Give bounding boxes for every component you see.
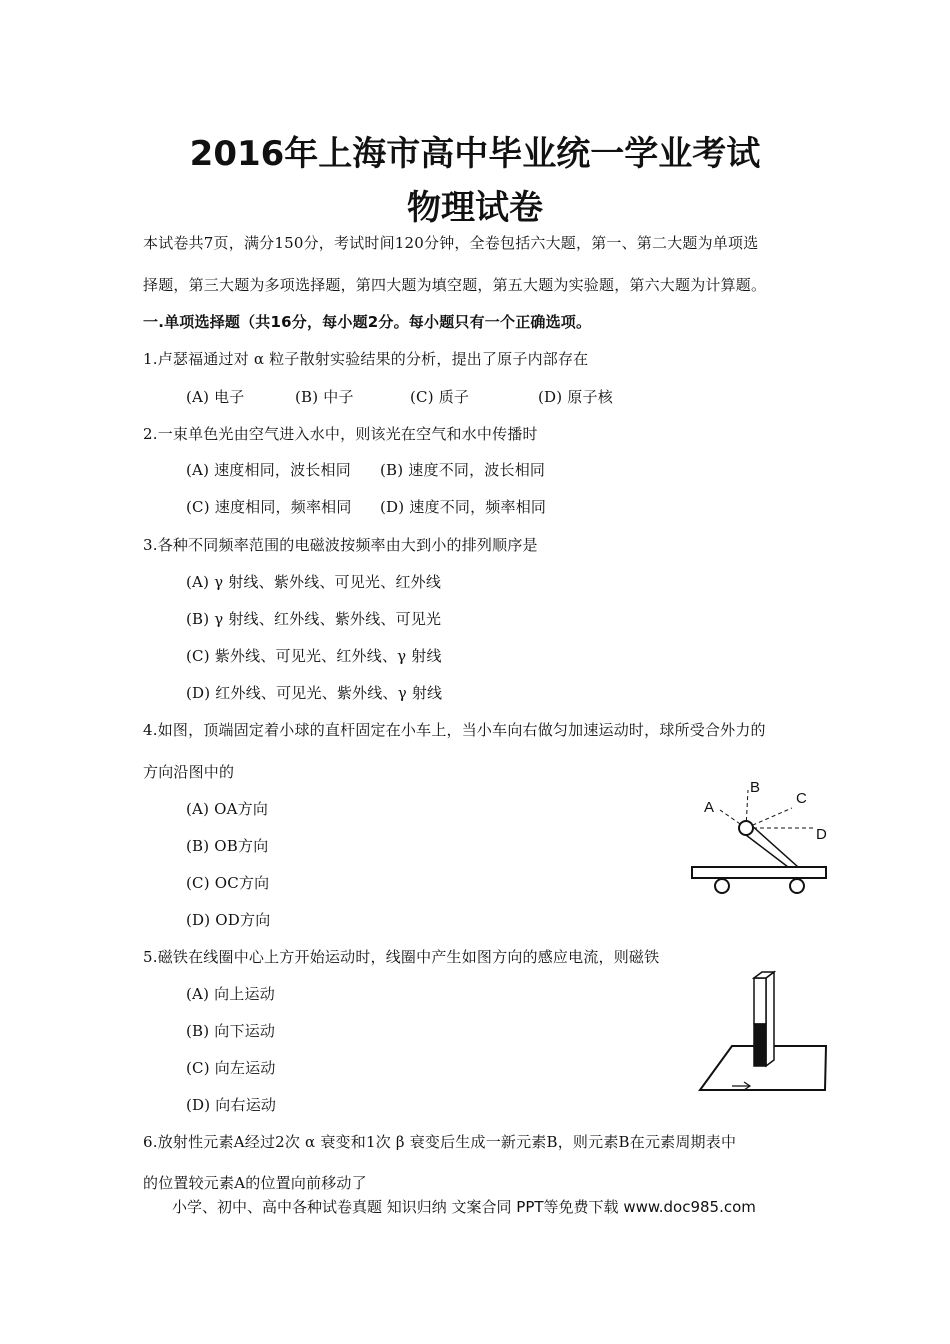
- exam-title: 2016年上海市高中毕业统一学业考试: [189, 134, 761, 174]
- q4-option-d: (D) OD方向: [186, 911, 271, 929]
- ball: [739, 821, 753, 835]
- label-b: B: [750, 779, 761, 796]
- label-c: C: [796, 790, 807, 807]
- footer-watermark: 小学、初中、高中各种试卷真题 知识归纳 文案合同 PPT等免费下载 www.doc985.com: [172, 1198, 756, 1216]
- q1-option-d: (D) 原子核: [538, 388, 613, 406]
- q3-option-c: (C) 紫外线、可见光、红外线、γ 射线: [186, 647, 442, 665]
- question-5-stem: 5.磁铁在线圈中心上方开始运动时，线圈中产生如图方向的感应电流，则磁铁: [143, 948, 660, 966]
- q5-option-a: (A) 向上运动: [186, 985, 275, 1003]
- cart-rod-figure: [680, 770, 840, 900]
- q2-option-c: (C) 速度相同，频率相同: [186, 498, 352, 516]
- label-d: D: [816, 826, 827, 843]
- question-3-stem: 3.各种不同频率范围的电磁波按频率由大到小的排列顺序是: [143, 536, 538, 554]
- q2-option-d: (D) 速度不同，频率相同: [380, 498, 547, 516]
- question-6-stem-line-1: 6.放射性元素A经过2次 α 衰变和1次 β 衰变后生成一新元素B，则元素B在元素周期表中: [143, 1133, 737, 1151]
- label-a: A: [704, 799, 715, 816]
- question-4-stem-line-1: 4.如图，顶端固定着小球的直杆固定在小车上，当小车向右做匀加速运动时，球所受合外力的: [143, 721, 766, 739]
- magnet-coil-figure: [690, 968, 835, 1096]
- q4-option-b: (B) OB方向: [186, 837, 269, 855]
- q1-option-a: (A) 电子: [186, 388, 245, 406]
- q3-option-d: (D) 红外线、可见光、紫外线、γ 射线: [186, 684, 443, 702]
- question-4-stem-line-2: 方向沿图中的: [143, 763, 235, 781]
- q4-option-a: (A) OA方向: [186, 800, 269, 818]
- magnet-north: [754, 978, 766, 1024]
- question-1-stem: 1.卢瑟福通过对 α 粒子散射实验结果的分析，提出了原子内部存在: [143, 350, 589, 368]
- q1-option-b: (B) 中子: [295, 388, 354, 406]
- q5-option-b: (B) 向下运动: [186, 1022, 276, 1040]
- q1-option-c: (C) 质子: [410, 388, 470, 406]
- left-wheel: [715, 879, 729, 893]
- exam-subtitle: 物理试卷: [407, 188, 543, 228]
- section-heading: 一.单项选择题（共16分，每小题2分。每小题只有一个正确选项。: [143, 313, 592, 331]
- q2-option-a: (A) 速度相同，波长相同: [186, 461, 351, 479]
- right-wheel: [790, 879, 804, 893]
- intro-line-2: 择题，第三大题为多项选择题，第四大题为填空题，第五大题为实验题，第六大题为计算题。: [143, 276, 767, 294]
- q3-option-b: (B) γ 射线、红外线、紫外线、可见光: [186, 610, 442, 628]
- q2-option-b: (B) 速度不同，波长相同: [380, 461, 546, 479]
- q5-option-d: (D) 向右运动: [186, 1096, 277, 1114]
- q3-option-a: (A) γ 射线、紫外线、可见光、红外线: [186, 573, 442, 591]
- question-6-stem-line-2: 的位置较元素A的位置向前移动了: [143, 1174, 367, 1192]
- question-2-stem: 2.一束单色光由空气进入水中，则该光在空气和水中传播时: [143, 425, 538, 443]
- q4-option-c: (C) OC方向: [186, 874, 270, 892]
- magnet-south: [754, 1024, 766, 1066]
- cart-body: [692, 867, 826, 878]
- intro-line-1: 本试卷共7页，满分150分，考试时间120分钟，全卷包括六大题，第一、第二大题为单项选: [143, 234, 759, 252]
- magnet-side: [766, 972, 774, 1066]
- q5-option-c: (C) 向左运动: [186, 1059, 276, 1077]
